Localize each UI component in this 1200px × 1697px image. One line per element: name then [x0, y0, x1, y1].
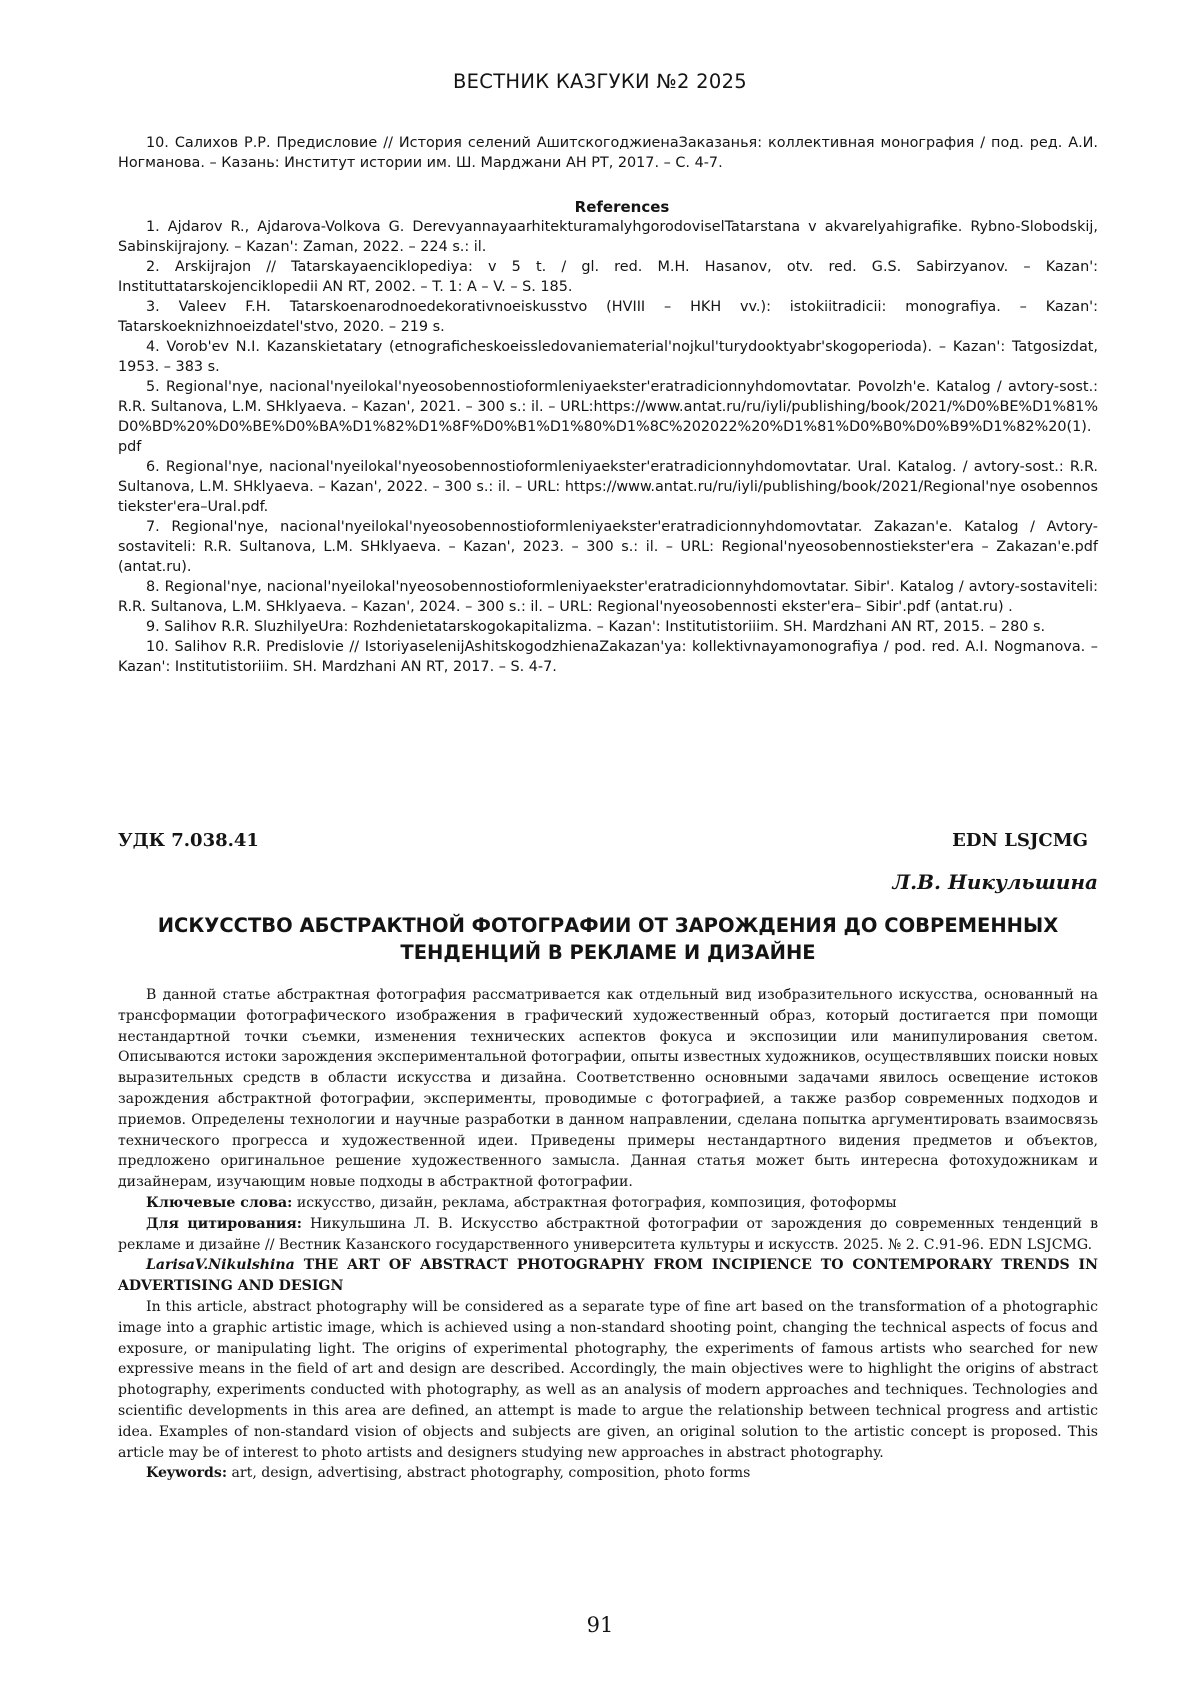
reference-item: 10. Салихов Р.Р. Предисловие // История селений АшитскогоджиенаЗаказанья: коллективная монография / под. ред. А.И. Ногманова. – Казань: Институт истории им. Ш. Марджани АН РТ, 2017. – С. 4-7.: [118, 135, 1098, 171]
keywords-en-label: Keywords:: [146, 1465, 228, 1482]
keywords-en: [118, 1463, 1098, 1484]
citation-label: Для цитирования:: [146, 1215, 302, 1232]
references-section: [118, 197, 1098, 677]
reference-item: 4. Vorob'ev N.I. Kazanskietatary (etnograficheskoeissledovaniematerial'nojkul'turydooktyabr'skogoperioda). – Kazan': Tatgosizdat, 1953. – 383 s.: [118, 339, 1098, 375]
citation-text: Никульшина Л. В. Искусство абстрактной фотографии от зарождения до современных тенденций в рекламе и дизайне // Вестник Казанского государственного университета культуры и искусств. 2025. № 2. С.91-96. EDN LSJCMG.: [118, 1215, 1099, 1253]
page-number: 91: [586, 1613, 614, 1637]
reference-item: 5. Regional'nye, nacional'nyeilokal'nyeosobennostioformleniyaekster'eratradicionnyhdomovtatar. Povolzh'e. Katalog / avtory-sost.: R.R. Sultanova, L.M. SHklyaeva. – Kazan', 2021. – 300 s.: il. – URL:https://www.antat.ru/ru/iyli/publishing/book/2021/%D0%BE%D1%81%D0%BD%20%D0%BE%D0%BA%D1%82%D1%8F%D0%B1%D1%80%D1%8C%202022%20%D1%81%D0%B0%D0%B9%D1%82%20(1).pdf: [118, 379, 1098, 455]
english-author: LarisaV.Nikulshina: [146, 1257, 295, 1274]
reference-item: 10. Salihov R.R. Predislovie // IstoriyaselenijAshitskogodzhienaZakazan'ya: kollektivnayamonografiya / pod. red. A.I. Nogmanova. – Kazan': Institutistoriiim. SH. Mardzhani AN RT, 2017. – S. 4-7.: [118, 639, 1098, 675]
udk-code: УДК 7.038.41: [118, 830, 259, 851]
article-title-line: ТЕНДЕНЦИЙ В РЕКЛАМЕ И ДИЗАЙНЕ: [400, 941, 816, 964]
keywords-ru: [118, 1193, 1098, 1214]
article-title: [118, 912, 1098, 966]
reference-item: 2. Arskijrajon // Tatarskayaenciklopediya: v 5 t. / gl. red. M.H. Hasanov, otv. red. G.S. Sabirzyanov. – Kazan': Instituttatarskojenciklopedii AN RT, 2002. – T. 1: A – V. – S. 185.: [118, 259, 1098, 295]
reference-item: 7. Regional'nye, nacional'nyeilokal'nyeosobennostioformleniyaekster'eratradicionnyhdomovtatar. Zakazan'e. Katalog / Avtory-sostaviteli: R.R. Sultanova, L.M. SHklyaeva. – Kazan', 2023. – 300 s.: il. – URL: Regional'nyeosobennostiekster'era – Zakazan'e.pdf (antat.ru).: [118, 519, 1098, 575]
keywords-ru-label: Ключевые слова:: [146, 1194, 293, 1211]
english-title: [118, 1255, 1098, 1297]
abstract-block: [118, 985, 1098, 1484]
running-header: ВЕСТНИК КАЗГУКИ №2 2025: [452, 70, 748, 93]
reference-item: 6. Regional'nye, nacional'nyeilokal'nyeosobennostioformleniyaekster'eratradicionnyhdomovtatar. Ural. Katalog. / avtory-sost.: R.R. Sultanova, L.M. SHklyaeva. – Kazan', 2022. – 300 s.: il. – URL: https://www.antat.ru/ru/iyli/publishing/book/2021/Regional'nye osobennostiekster'era–Ural.pdf.: [118, 459, 1098, 515]
keywords-en-text: art, design, advertising, abstract photography, composition, photo forms: [227, 1465, 751, 1482]
reference-item: 8. Regional'nye, nacional'nyeilokal'nyeosobennostioformleniyaekster'eratradicionnyhdomovtatar. Sibir'. Katalog / avtory-sostaviteli: R.R. Sultanova, L.M. SHklyaeva. – Kazan', 2024. – 300 s.: il. – URL: Regional'nyeosobennosti ekster'era– Sibir'.pdf (antat.ru) .: [118, 579, 1098, 615]
citation: [118, 1214, 1098, 1256]
abstract-en: In this article, abstract photography will be considered as a separate type of fine art based on the transformation of a photographic image into a graphic artistic image, which is achieved using a non-standard shooting point, changing the technical aspects of focus and exposure, or manipulating light. The origins of experimental photography, the experiments of famous artists who searched for new expressive means in the field of art and design are described. Accordingly, the main objectives were to highlight the origins of abstract photography, experiments conducted with photography, as well as an analysis of modern approaches and techniques. Technologies and scientific developments in this area are defined, an attempt is made to argue the relationship between technical progress and artistic idea. Examples of non-standard vision of objects and subjects are given, an original solution to the artistic concept is proposed. This article may be of interest to photo artists and designers studying new approaches in abstract photography.: [118, 1298, 1098, 1461]
references-title: References: [574, 198, 670, 216]
reference-item: 9. Salihov R.R. SluzhilyeUra: Rozhdenietatarskogokapitalizma. – Kazan': Institutistoriiim. SH. Mardzhani AN RT, 2015. – 280 s.: [146, 619, 1046, 635]
keywords-ru-text: искусство, дизайн, реклама, абстрактная фотография, композиция, фотоформы: [292, 1194, 897, 1211]
edn-code: EDN LSJCMG: [952, 830, 1088, 851]
article-meta-row: [118, 830, 1098, 854]
english-title-text: THE ART OF ABSTRACT PHOTOGRAPHY FROM INCIPIENCE TO CONTEMPORARY TRENDS IN ADVERTISING AND DESIGN: [118, 1257, 1098, 1295]
article-author: Л.В. Никульшина: [892, 870, 1098, 894]
reference-item: 3. Valeev F.H. Tatarskoenarodnoedekorativnoeiskusstvo (HVIII – HKH vv.): istokiitradicii: monografiya. – Kazan': Tatarskoeknizhnoeizdatel'stvo, 2020. – 219 s.: [118, 299, 1098, 335]
abstract-ru: В данной статье абстрактная фотография рассматривается как отдельный вид изобразительного искусства, основанный на трансформации фотографического изображения в графический художественный образ, который достигается при помощи нестандартной точки съемки, изменения технических аспектов фокуса и экспозиции или манипулирования светом. Описываются истоки зарождения экспериментальной фотографии, опыты известных художников, осуществлявших поиски новых выразительных средств в области искусства и дизайна. Соответственно основными задачами явилось освещение истоков зарождения абстрактной фотографии, эксперименты, проводимые с фотографией, а также разбор современных подходов и приемов. Определены технологии и научные разработки в данном направлении, сделана попытка аргументировать взаимосвязь технического прогресса и художественной идеи. Приведены примеры нестандартного видения предметов и объектов, предложено оригинальное решение художественного замысла. Данная статья может быть интересна фотохудожникам и дизайнерам, изучающим новые подходы в абстрактной фотографии.: [118, 987, 1098, 1191]
article-title-line: ИСКУССТВО АБСТРАКТНОЙ ФОТОГРАФИИ ОТ ЗАРОЖДЕНИЯ ДО СОВРЕМЕННЫХ: [157, 914, 1059, 937]
previous-reference: [118, 133, 1098, 173]
reference-item: 1. Ajdarov R., Ajdarova-Volkova G. DerevyannayaarhitekturamalyhgorodoviselTatarstana v akvarelyahigrafike. Rybno-Slobodskij, Sabinskijrajony. – Kazan': Zaman, 2022. – 224 s.: il.: [118, 219, 1098, 255]
